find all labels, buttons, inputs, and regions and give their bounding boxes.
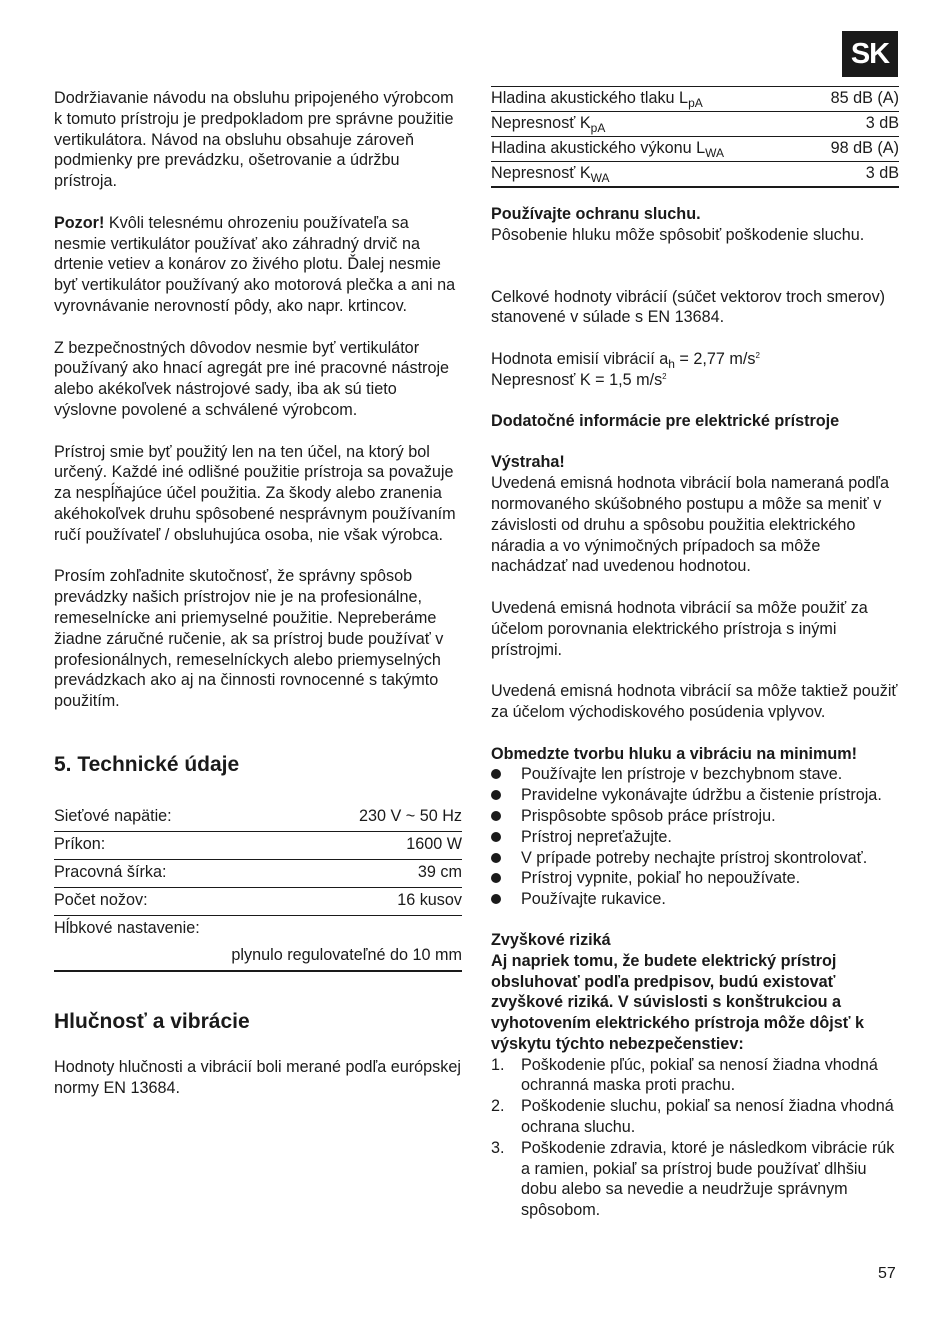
vibration-total-paragraph: Celkové hodnoty vibrácií (súčet vektorov troch smerov) stanovené v súlade s EN 13684. <box>491 287 886 327</box>
list-item: Používajte rukavice. <box>491 889 899 910</box>
intro-paragraph: Dodržiavanie návodu na obsluhu pripojeného výrobcom k tomuto prístroju je predpokladom pre správne použitie vertikulátora. Návod na obsluhu obsahuje zároveň podmienky pre prevádzku, ošetrovanie a údržbu prístroja. <box>54 89 454 191</box>
noise-row <box>491 87 899 112</box>
list-item: 2. Poškodenie sluchu, pokiaľ sa nenosí žiadna vhodná ochrana sluchu. <box>491 1097 894 1137</box>
section-title-noise: Hlučnosť a vibrácie <box>54 1009 250 1033</box>
spec-label: Príkon: <box>54 834 106 853</box>
spec-row <box>54 888 462 916</box>
list-item: Používajte len prístroje v bezchybnom stave. <box>491 764 899 785</box>
minimize-list <box>491 764 899 910</box>
spec-depth-value: plynulo regulovateľné do 10 mm <box>231 945 462 964</box>
hearing-protection-title: Používajte ochranu sluchu. <box>491 205 701 223</box>
vibration-uncertainty-line: Nepresnosť K = 1,5 $m/s^2$ <box>491 370 667 389</box>
list-item: Prispôsobte spôsob práce prístroju. <box>491 806 899 827</box>
hearing-protection-text: Pôsobenie hluku môže spôsobiť poškodenie sluchu. <box>491 225 865 244</box>
assessment-paragraph: Uvedená emisná hodnota vibrácií sa môže taktiež použiť za účelom východiskového posúdenia vplyvov. <box>491 682 898 721</box>
risk-list <box>491 1055 899 1221</box>
spec-row <box>54 860 462 888</box>
list-item: Prístroj nepreťažujte. <box>491 827 899 848</box>
noise-row <box>491 162 899 188</box>
page-number: 57 <box>878 1265 896 1282</box>
noise-label: Nepresnosť $K_{pA}$ <box>491 114 606 135</box>
vibration-emission-line: Hodnota emisií vibrácií $a_h = 2,77$ $m/s^2$ <box>491 350 760 372</box>
noise-row <box>491 137 899 162</box>
spec-value: 1600 W <box>406 834 462 853</box>
warning-label: Pozor! <box>54 213 105 232</box>
caution-paragraph: Uvedená emisná hodnota vibrácií bola nameraná podľa normovaného skúšobného postupu a môže sa meniť v závislosti od druhu a spôsobu použitia elektrického náradia a vo výnimočných prípadoch sa môže nachádzať nad uvedenou hodnotou. <box>491 474 889 576</box>
noise-table <box>491 86 899 188</box>
right-column <box>491 88 899 1221</box>
list-item: V prípade potreby nechajte prístroj skontrolovať. <box>491 848 899 869</box>
residual-risks-title: Zvyškové riziká <box>491 930 611 949</box>
residual-risks-intro: Aj napriek tomu, že budete elektrický prístroj obsluhovať podľa predpisov, budú existovať zvyškové riziká. V súvislosti s konštrukciou a vyhotovením elektrického prístroja môže dôjsť k výskytu týchto nebezpečenstiev: <box>491 951 864 1053</box>
spec-value: 230 V ~ 50 Hz <box>358 806 462 825</box>
warning-paragraph <box>54 213 462 317</box>
noise-value: 3 dB <box>865 164 899 182</box>
left-column <box>54 88 462 1099</box>
spec-depth-row <box>54 916 462 972</box>
noise-value: 85 dB (A) <box>830 89 899 107</box>
spec-depth-label: Hĺbkové nastavenie: <box>54 918 200 937</box>
minimize-title: Obmedzte tvorbu hluku a vibráciu na minimum! <box>491 744 858 763</box>
noise-label: Nepresnosť $K_{WA}$ <box>491 164 610 185</box>
electric-devices-title: Dodatočné informácie pre elektrické prístroje <box>491 411 840 430</box>
caution-title: Výstraha! <box>491 453 565 472</box>
noise-value: 3 dB <box>865 114 899 132</box>
spec-row <box>54 804 462 832</box>
safety-paragraph: Z bezpečnostných dôvodov nesmie byť vertikulátor používaný ako hnací agregát pre iné pracovné nástroje alebo akékoľvek nástrojové sady, iba ak sú tieto výslovne povolené a schválené výrobcom. <box>54 338 450 419</box>
warning-text: Kvôli telesnému ohrozeniu používateľa sa nesmie vertikulátor používať ako záhradný drvič na drtenie vetiev a konárov zo živého plotu. Ďalej nesmie byť vertikulátor používaný ako motorová plečka a ani na vyrovnávanie nerovností pôdy, ako napr. krtincov. <box>54 213 456 315</box>
noise-label: Hladina akustického výkonu $L_{WA}$ <box>491 139 725 160</box>
noise-label: Hladina akustického tlaku $L_{pA}$ <box>491 89 703 110</box>
spec-label: Počet nožov: <box>54 890 148 909</box>
spec-row <box>54 832 462 860</box>
spec-label: Pracovná šírka: <box>54 862 167 881</box>
noise-row <box>491 112 899 137</box>
intended-use-paragraph: Prístroj smie byť použitý len na ten účel, na ktorý bol určený. Každé iné odlišné použitie prístroja sa považuje za nespĺňajúce účel použitia. Za škody alebo zranenia akéhokoľvek druhu spôsobené nesprávnym používaním ručí používateľ / obsluhujúca osoba, nie však výrobca. <box>54 442 456 544</box>
list-item: Pravidelne vykonávajte údržbu a čistenie prístroja. <box>491 785 899 806</box>
spec-value: 39 cm <box>417 862 462 881</box>
section-title-technical-data: 5. Technické údaje <box>54 752 240 776</box>
noise-value: 98 dB (A) <box>830 139 899 157</box>
spec-table <box>54 804 462 972</box>
comparison-paragraph: Uvedená emisná hodnota vibrácií sa môže použiť za účelom porovnania elektrického prístroja s inými prístrojmi. <box>491 598 868 659</box>
spec-value: 16 kusov <box>397 890 462 909</box>
spec-label: Sieťové napätie: <box>54 806 172 825</box>
list-item: Prístroj vypnite, pokiaľ ho nepoužívate. <box>491 868 899 889</box>
language-badge: SK <box>842 31 898 77</box>
professional-use-paragraph: Prosím zohľadnite skutočnosť, že správny spôsob prevádzky našich prístrojov nie je na profesionálne, remeselnícke ani priemyselné použitie. Nepreberáme žiadne záručné ručenie, ak sa prístroj bude používať v profesionálnych, remeselníckych alebo priemyselných prevádzkach ako aj na činnosti rovnocenné s takýmto použitím. <box>54 567 444 711</box>
list-item: 1. Poškodenie pľúc, pokiaľ sa nenosí žiadna vhodná ochranná maska proti prachu. <box>491 1055 878 1095</box>
list-item: 3. Poškodenie zdravia, ktoré je následkom vibrácie rúk a ramien, pokiaľ sa prístroj bude používať dlhšiu dobu alebo sa nevedie a neudržuje správnym spôsobom. <box>491 1138 895 1220</box>
noise-intro-paragraph: Hodnoty hlučnosti a vibrácií boli merané podľa európskej normy EN 13684. <box>54 1057 461 1097</box>
